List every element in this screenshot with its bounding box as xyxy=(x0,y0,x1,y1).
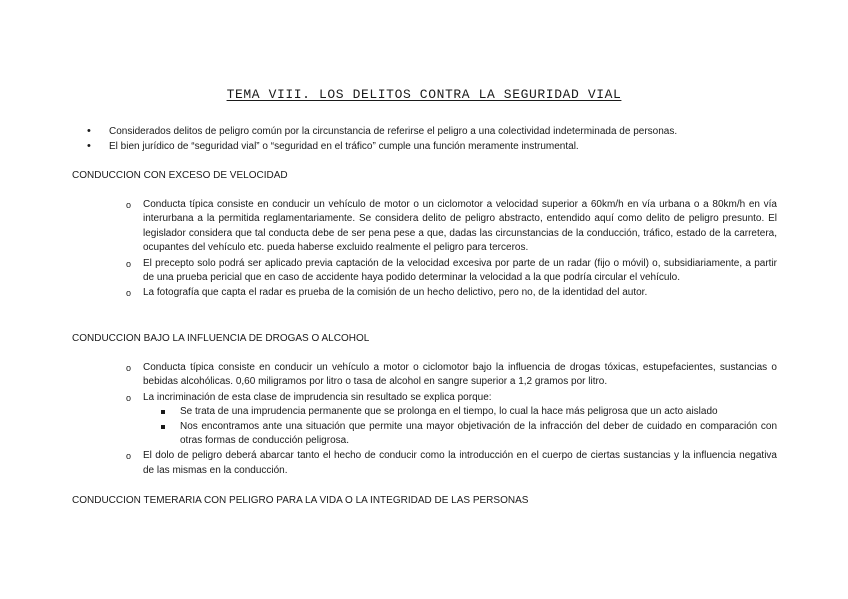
section-heading-drogas-alcohol: CONDUCCION BAJO LA INFLUENCIA DE DROGAS O ALCOHOL xyxy=(72,333,370,344)
drogas-alcohol-list xyxy=(122,361,777,479)
section-heading-temeraria: CONDUCCION TEMERARIA CON PELIGRO PARA LA VIDA O LA INTEGRIDAD DE LAS PERSONAS xyxy=(72,495,529,506)
sublist-item: Nos encontramos ante una situación que permite una mayor objetivación de la infracción del deber de cuidado en comparación con otras formas de conducción peligrosa. xyxy=(143,420,777,449)
list-item-with-sublist xyxy=(122,391,777,449)
intro-bullet-list xyxy=(87,124,787,154)
list-item-text: La incriminación de esta clase de imprudencia sin resultado se explica porque: xyxy=(143,391,492,403)
intro-bullet: • Considerados delitos de peligro común por la circunstancia de referirse el peligro a una colectividad indeterminada de personas. xyxy=(87,124,787,139)
square-bullet-sublist xyxy=(143,405,777,448)
intro-bullet: • El bien jurídico de “seguridad vial” o “seguridad en el tráfico” cumple una función meramente instrumental. xyxy=(87,139,787,154)
list-item: o La fotografía que capta el radar es prueba de la comisión de un hecho delictivo, pero no, de la identidad del autor. xyxy=(122,286,777,300)
list-item: o El precepto solo podrá ser aplicado previa captación de la velocidad excesiva por parte de un radar (fijo o móvil) o, subsidiariamente, a partir de una prueba pericial que en caso de accidente haya podido determinar la velocidad a la que podría circular el vehículo. xyxy=(122,257,777,286)
section-heading-velocidad: CONDUCCION CON EXCESO DE VELOCIDAD xyxy=(72,170,288,181)
list-item: o Conducta típica consiste en conducir un vehículo a motor o ciclomotor bajo la influencia de drogas tóxicas, estupefacientes, sustancias o bebidas alcohólicas. 0,60 miligramos por litro o tasa de alcohol en sangre superior a 1,2 gramos por litro. xyxy=(122,361,777,390)
page-title: TEMA VIII. LOS DELITOS CONTRA LA SEGURIDAD VIAL xyxy=(226,87,622,102)
list-item: o El dolo de peligro deberá abarcar tanto el hecho de conducir como la introducción en el cuerpo de ciertas sustancias y la influencia negativa de las mismas en la conducción. xyxy=(122,449,777,478)
velocidad-list xyxy=(122,198,777,302)
list-item: o Conducta típica consiste en conducir un vehículo de motor o un ciclomotor a velocidad superior a 60km/h en vía urbana o a 80km/h en vía interurbana a la permitida reglamentariamente. Se considera delito de peligro abstracto, entendido aquí como delito de peligro presunto. El legislador considera que tal conducta debe de ser pena pese a que, dadas las circunstancias de la conducción, tráfico, estado de la carretera, ocupantes del vehículo etc. pueda haberse excluido realmente el peligro para terceros. xyxy=(122,198,777,256)
sublist-item: Se trata de una imprudencia permanente que se prolonga en el tiempo, lo cual la hace más peligrosa que un acto aislado xyxy=(143,405,777,419)
